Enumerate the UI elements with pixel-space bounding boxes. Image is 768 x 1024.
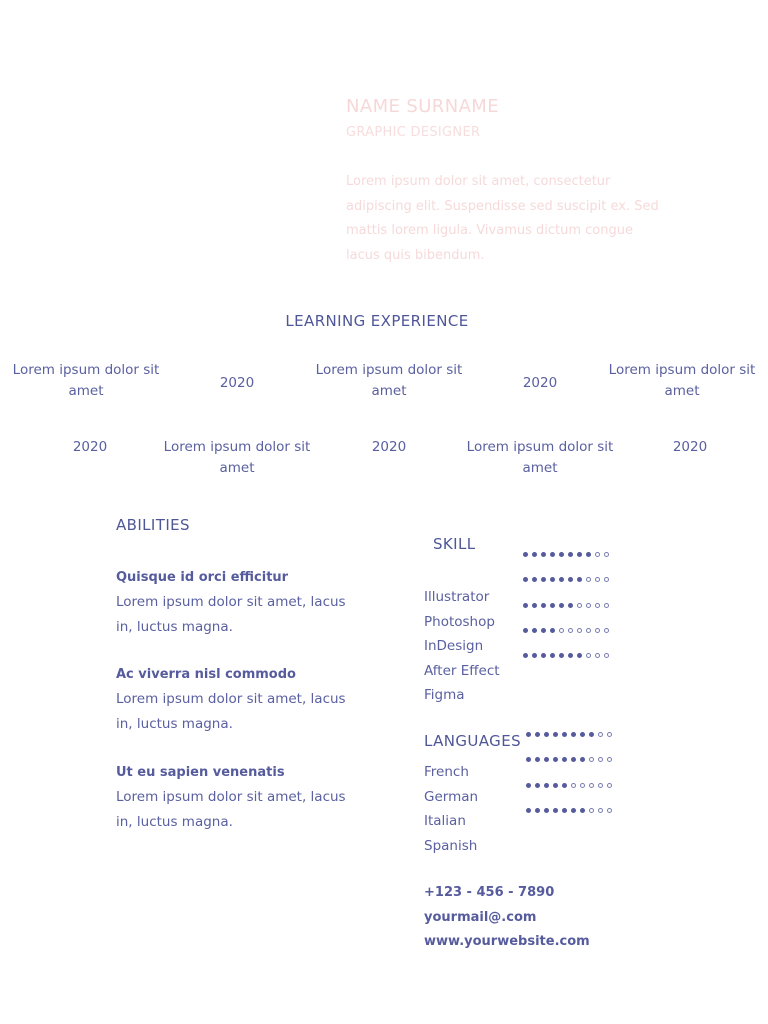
rating-dot-filled: [535, 732, 540, 737]
rating-dot-filled: [577, 552, 582, 557]
ability-description: Lorem ipsum dolor sit amet, lacus in, luctus magna.: [116, 789, 346, 830]
languages-title: LANGUAGES: [424, 732, 522, 750]
rating-dot-empty: [598, 808, 603, 813]
rating-dot-filled: [541, 603, 546, 608]
timeline-year: 2020: [371, 439, 407, 455]
rating-dot-empty: [586, 653, 591, 658]
timeline-entry: Lorem ipsum dolor sit amet: [163, 439, 311, 476]
rating-dot-filled: [523, 628, 528, 633]
rating-dot-empty: [586, 628, 591, 633]
rating-dot-filled: [535, 808, 540, 813]
rating-dot-filled: [541, 653, 546, 658]
rating-dot-filled: [544, 732, 549, 737]
rating-dot-empty: [568, 628, 573, 633]
rating-dot-empty: [595, 577, 600, 582]
rating-dot-filled: [526, 732, 531, 737]
rating-dot-filled: [532, 603, 537, 608]
language-rating: [526, 722, 616, 747]
rating-dot-filled: [523, 577, 528, 582]
rating-dot-filled: [553, 757, 558, 762]
rating-dot-filled: [550, 628, 555, 633]
ability-heading: Ac viverra nisl commodo: [116, 667, 296, 682]
skill-rating: [523, 643, 613, 668]
timeline-entry: Lorem ipsum dolor sit amet: [608, 362, 756, 399]
abilities-title: ABILITIES: [116, 516, 190, 534]
language-name: Spanish: [424, 837, 478, 854]
rating-dot-filled: [550, 577, 555, 582]
rating-dot-empty: [589, 757, 594, 762]
rating-dot-empty: [598, 783, 603, 788]
contact-phone: +123 - 456 - 7890: [424, 885, 555, 900]
rating-dot-filled: [562, 732, 567, 737]
rating-dot-empty: [604, 552, 609, 557]
rating-dot-filled: [541, 628, 546, 633]
rating-dot-filled: [589, 732, 594, 737]
ability-item: [116, 566, 356, 639]
rating-dot-empty: [559, 628, 564, 633]
rating-dot-filled: [523, 653, 528, 658]
rating-dot-empty: [604, 628, 609, 633]
skill-name: Illustrator: [424, 589, 490, 605]
rating-dot-filled: [532, 552, 537, 557]
timeline-year: 2020: [522, 375, 558, 391]
intro-paragraph: Lorem ipsum dolor sit amet, consectetur adipiscing elit. Suspendisse sed suscipit ex. Sed mattis lorem ligula. Vivamus dictum congue lacus quis bibendum.: [346, 174, 659, 263]
rating-dot-empty: [586, 603, 591, 608]
skill-rating: [523, 618, 613, 643]
language-rating: [526, 747, 616, 772]
language-rating: [526, 773, 616, 798]
rating-dot-filled: [535, 757, 540, 762]
rating-dot-empty: [577, 603, 582, 608]
rating-dot-filled: [577, 577, 582, 582]
rating-dot-filled: [580, 732, 585, 737]
rating-dot-empty: [577, 628, 582, 633]
skill-rating: [523, 567, 613, 592]
rating-dot-filled: [526, 757, 531, 762]
ability-heading: Ut eu sapien venenatis: [116, 765, 285, 780]
rating-dot-filled: [586, 552, 591, 557]
learning-experience-title: LEARNING EXPERIENCE: [285, 312, 469, 330]
rating-dot-empty: [607, 808, 612, 813]
timeline-entry: Lorem ipsum dolor sit amet: [315, 362, 463, 399]
rating-dot-empty: [586, 577, 591, 582]
rating-dot-filled: [562, 757, 567, 762]
rating-dot-filled: [580, 808, 585, 813]
rating-dot-filled: [559, 603, 564, 608]
timeline-entry: Lorem ipsum dolor sit amet: [12, 362, 160, 399]
language-rating-list: [526, 722, 616, 823]
rating-dot-filled: [544, 808, 549, 813]
rating-dot-filled: [568, 653, 573, 658]
rating-dot-filled: [541, 552, 546, 557]
rating-dot-filled: [562, 783, 567, 788]
rating-dot-empty: [580, 783, 585, 788]
rating-dot-empty: [595, 552, 600, 557]
language-list: [424, 760, 478, 858]
rating-dot-empty: [595, 603, 600, 608]
rating-dot-filled: [532, 653, 537, 658]
ability-heading: Quisque id orci efficitur: [116, 570, 289, 585]
candidate-role: GRAPHIC DESIGNER: [346, 125, 481, 140]
rating-dot-empty: [604, 653, 609, 658]
rating-dot-empty: [598, 757, 603, 762]
skill-list: [424, 585, 500, 708]
rating-dot-filled: [571, 808, 576, 813]
candidate-name: NAME SURNAME: [346, 96, 499, 117]
rating-dot-filled: [571, 757, 576, 762]
rating-dot-empty: [607, 783, 612, 788]
rating-dot-filled: [568, 577, 573, 582]
timeline-year: 2020: [219, 375, 255, 391]
rating-dot-empty: [595, 628, 600, 633]
rating-dot-empty: [604, 577, 609, 582]
rating-dot-filled: [535, 783, 540, 788]
language-name: French: [424, 764, 469, 780]
rating-dot-filled: [541, 577, 546, 582]
skill-title: SKILL: [433, 535, 476, 553]
rating-dot-filled: [553, 732, 558, 737]
rating-dot-filled: [550, 552, 555, 557]
rating-dot-filled: [532, 577, 537, 582]
skill-rating: [523, 542, 613, 567]
skill-name: After Effect: [424, 662, 500, 679]
rating-dot-filled: [568, 552, 573, 557]
ability-description: Lorem ipsum dolor sit amet, lacus in, luctus magna.: [116, 594, 346, 635]
timeline-year: 2020: [72, 439, 108, 455]
contact-website: www.yourwebsite.com: [424, 934, 590, 949]
rating-dot-empty: [598, 732, 603, 737]
rating-dot-filled: [559, 653, 564, 658]
rating-dot-empty: [571, 783, 576, 788]
rating-dot-filled: [559, 577, 564, 582]
rating-dot-empty: [604, 603, 609, 608]
rating-dot-filled: [523, 603, 528, 608]
rating-dot-filled: [544, 757, 549, 762]
language-name: Italian: [424, 813, 466, 829]
rating-dot-empty: [607, 732, 612, 737]
rating-dot-filled: [526, 808, 531, 813]
skill-rating-list: [523, 542, 613, 668]
rating-dot-filled: [553, 783, 558, 788]
language-name: German: [424, 788, 479, 805]
contact-email: yourmail@.com: [424, 909, 537, 925]
ability-description: Lorem ipsum dolor sit amet, lacus in, luctus magna.: [116, 691, 346, 732]
skill-name: InDesign: [424, 638, 484, 654]
rating-dot-filled: [553, 808, 558, 813]
rating-dot-filled: [568, 603, 573, 608]
rating-dot-filled: [523, 552, 528, 557]
rating-dot-filled: [559, 552, 564, 557]
rating-dot-filled: [544, 783, 549, 788]
rating-dot-empty: [589, 783, 594, 788]
timeline-entry: Lorem ipsum dolor sit amet: [466, 439, 614, 476]
rating-dot-filled: [550, 653, 555, 658]
ability-item: [116, 761, 356, 834]
rating-dot-filled: [571, 732, 576, 737]
rating-dot-filled: [580, 757, 585, 762]
rating-dot-empty: [595, 653, 600, 658]
rating-dot-empty: [607, 757, 612, 762]
skill-rating: [523, 593, 613, 618]
skill-name: Photoshop: [424, 613, 495, 630]
rating-dot-filled: [577, 653, 582, 658]
language-rating: [526, 798, 616, 823]
rating-dot-empty: [589, 808, 594, 813]
ability-item: [116, 663, 356, 736]
contact-list: [424, 881, 590, 955]
rating-dot-filled: [532, 628, 537, 633]
rating-dot-filled: [562, 808, 567, 813]
timeline-year: 2020: [672, 439, 708, 455]
rating-dot-filled: [550, 603, 555, 608]
rating-dot-filled: [526, 783, 531, 788]
skill-name: Figma: [424, 687, 465, 703]
